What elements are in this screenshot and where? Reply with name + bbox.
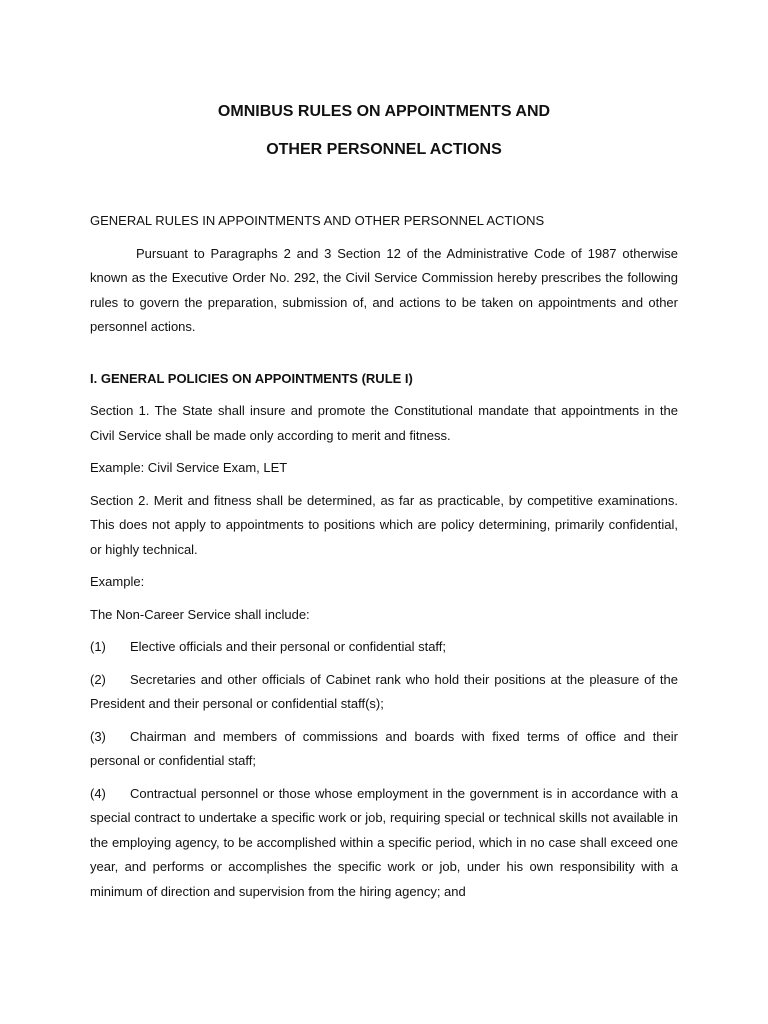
list-item — [90, 725, 678, 774]
document-subtitle: GENERAL RULES IN APPOINTMENTS AND OTHER PERSONNEL ACTIONS — [90, 213, 545, 228]
list-item-number: (2) — [90, 671, 106, 687]
intro-paragraph: Pursuant to Paragraphs 2 and 3 Section 12 of the Administrative Code of 1987 otherwise known as the Executive Order No. 292, the Civil Service Commission hereby prescribes the following rules to govern the preparation, submission of, and actions to be taken on appointments and other personnel actions. — [90, 245, 678, 334]
list-item-text: Secretaries and other officials of Cabinet rank who hold their positions at the pleasure of the President and their personal or confidential staff(s); — [90, 671, 678, 711]
section-2-paragraph: Section 2. Merit and fitness shall be determined, as far as practicable, by competitive examinations. This does not apply to appointments to positions which are policy determining, primarily confidential, or highly technical. — [90, 492, 678, 557]
list-item-number: (1) — [90, 639, 106, 654]
example-2: Example: — [90, 574, 145, 589]
section-heading: I. GENERAL POLICIES ON APPOINTMENTS (RULE I) — [90, 370, 413, 386]
list-item — [90, 635, 678, 660]
document-body — [90, 209, 678, 904]
list-item-number: (4) — [90, 785, 106, 801]
example-1: Example: Civil Service Exam, LET — [90, 460, 288, 475]
list-item-text: Contractual personnel or those whose employment in the government is in accordance with a special contract to undertake a specific work or job, requiring special or technical skills not available in the employing agency, to be accomplished within a specific period, which in no case shall exceed one year, and performs or accomplishes the specific work or job, under his own responsibility with a minimum of direction and supervision from the hiring agency; and — [90, 785, 678, 899]
list-item-text: Elective officials and their personal or confidential staff; — [130, 639, 447, 654]
list-item-number: (3) — [90, 728, 106, 744]
document-title-line-1: OMNIBUS RULES ON APPOINTMENTS AND — [217, 103, 551, 120]
list-item — [90, 782, 678, 905]
non-career-intro: The Non-Career Service shall include: — [90, 606, 310, 622]
list-item — [90, 668, 678, 717]
list-item-text: Chairman and members of commissions and boards with fixed terms of office and their personal or confidential staff; — [90, 728, 678, 768]
document-title-line-2: OTHER PERSONNEL ACTIONS — [266, 141, 502, 158]
section-1-paragraph: Section 1. The State shall insure and promote the Constitutional mandate that appointments in the Civil Service shall be made only according to merit and fitness. — [90, 403, 678, 443]
